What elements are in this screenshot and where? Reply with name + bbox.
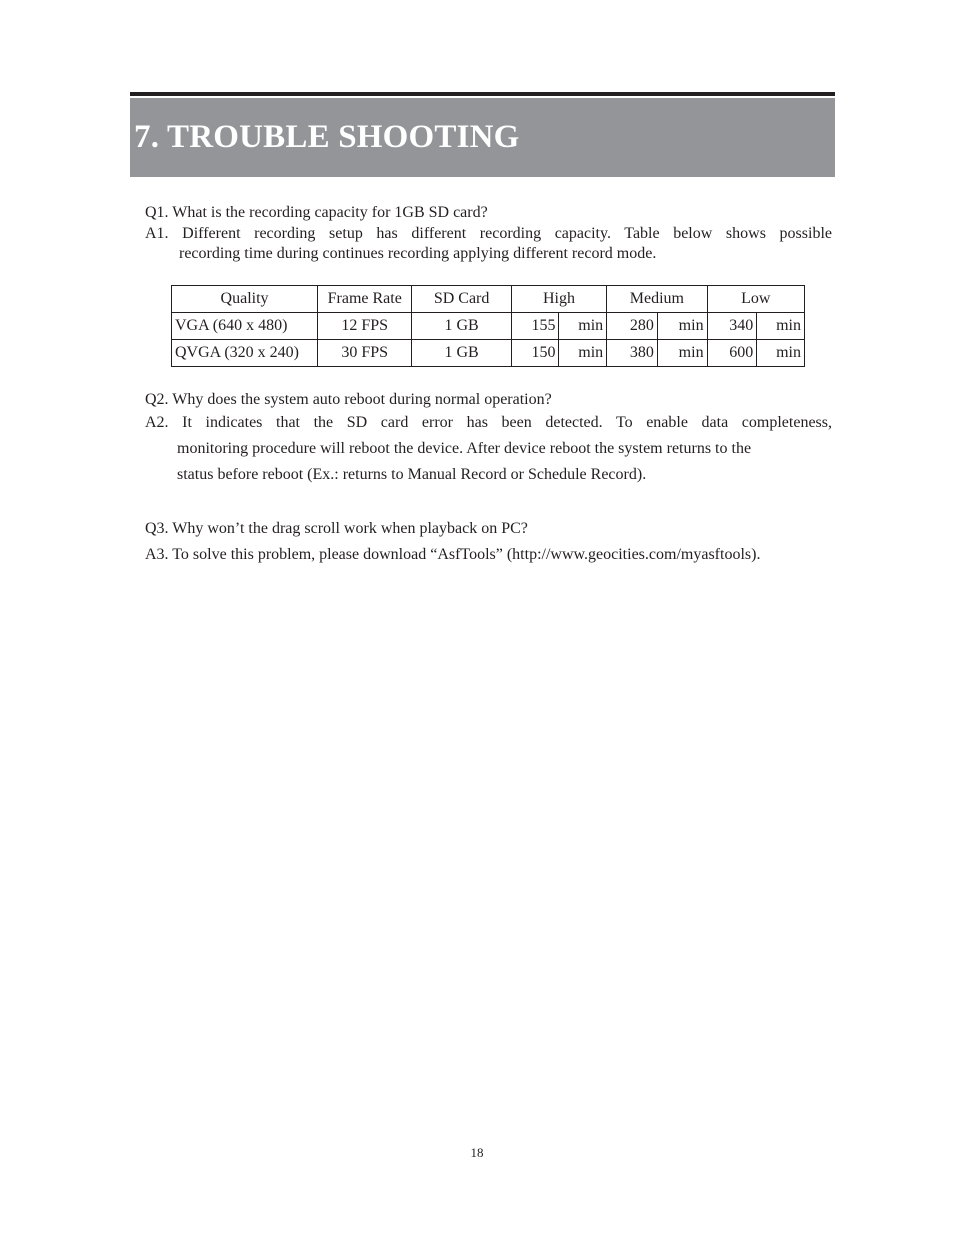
page-number: 18 [470,1145,484,1160]
header-frame-rate: Frame Rate [318,286,412,313]
answer-1-line-2: recording time during continues recording applying different record mode. [179,245,657,262]
cell-frame-rate: 12 FPS [318,313,412,340]
answer-2-line-2: monitoring procedure will reboot the device. After device reboot the system returns to the [177,440,752,457]
cell-sd-card: 1 GB [412,340,511,367]
header-rule [130,92,835,96]
header-medium: Medium [607,286,707,313]
cell-high-value: 155 [511,313,559,340]
section-title: 7. TROUBLE SHOOTING [134,119,520,155]
header-quality: Quality [172,286,318,313]
cell-medium-value: 280 [607,313,658,340]
cell-medium-value: 380 [607,340,658,367]
question-3: Q3. Why won’t the drag scroll work when playback on PC? [145,520,528,537]
header-sd-card: SD Card [412,286,511,313]
section-header [130,98,835,177]
cell-low-value: 600 [707,340,757,367]
header-low: Low [707,286,804,313]
cell-low-value: 340 [707,313,757,340]
table-row [172,313,805,340]
answer-2 [145,410,832,488]
answer-2-line-3: status before reboot (Ex.: returns to Manual Record or Schedule Record). [177,466,647,483]
cell-quality: QVGA (320 x 240) [172,340,318,367]
recording-capacity-table [171,285,805,367]
question-1: Q1. What is the recording capacity for 1GB SD card? [145,204,488,221]
cell-low-unit: min [757,313,805,340]
cell-frame-rate: 30 FPS [318,340,412,367]
table-header-row [172,286,805,313]
cell-high-unit: min [559,313,607,340]
cell-medium-unit: min [657,313,707,340]
cell-high-unit: min [559,340,607,367]
table-row [172,340,805,367]
header-high: High [511,286,606,313]
answer-1-line-1: A1. Different recording setup has different recording capacity. Table below shows possible [145,225,832,242]
answer-2-line-1: A2. It indicates that the SD card error has been detected. To enable data completeness, [145,414,832,431]
cell-quality: VGA (640 x 480) [172,313,318,340]
answer-3: A3. To solve this problem, please download “AsfTools” (http://www.geocities.com/myasftools). [145,546,761,563]
cell-high-value: 150 [511,340,559,367]
cell-sd-card: 1 GB [412,313,511,340]
question-2: Q2. Why does the system auto reboot during normal operation? [145,391,552,408]
answer-1 [145,224,832,264]
cell-medium-unit: min [657,340,707,367]
cell-low-unit: min [757,340,805,367]
